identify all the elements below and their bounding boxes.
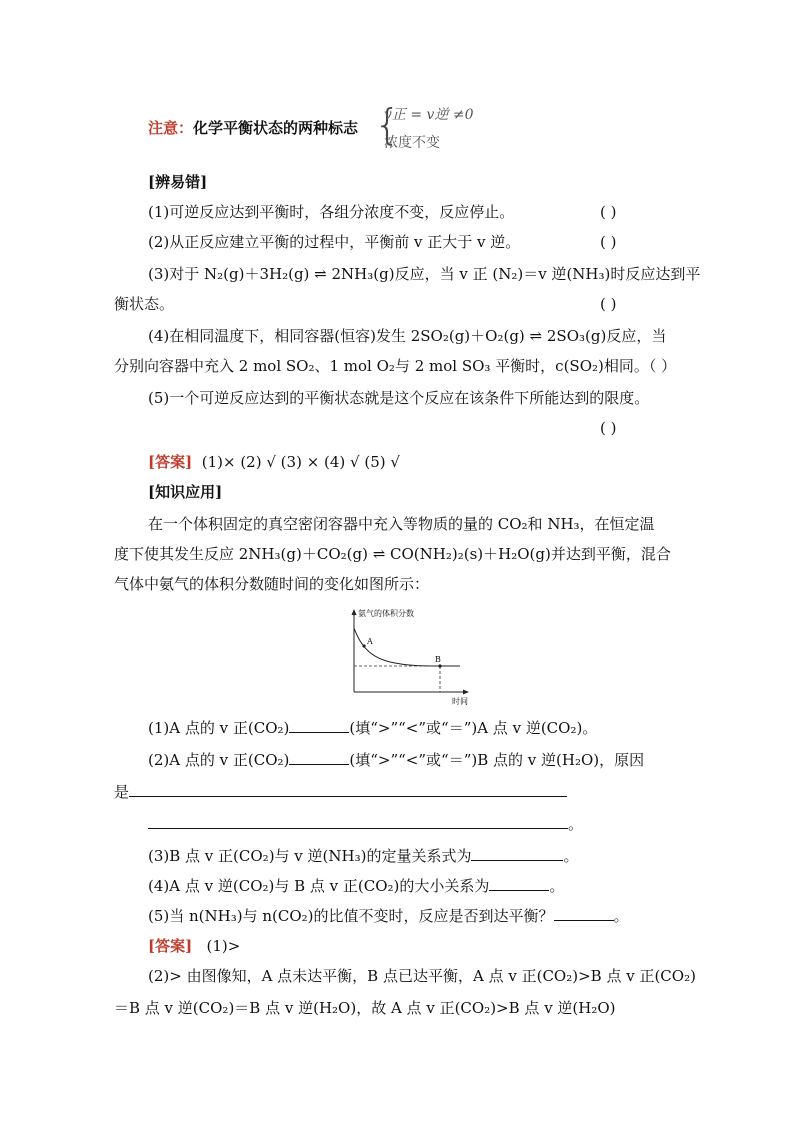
answer2-label: [答案] (148, 937, 193, 955)
question-2-b: (填“>”“<”或“＝”)B 点的 v 逆(H₂O)，原因 (349, 751, 645, 769)
question-1 (148, 718, 597, 738)
question-2-reason-cont (148, 814, 583, 834)
section1-title: [辨易错] (148, 173, 208, 191)
question-3 (148, 846, 579, 866)
answer-paren-1[interactable]: ( ) (600, 203, 617, 221)
answer-paren-2[interactable]: ( ) (600, 233, 617, 251)
brace-line-1: v正 = v逆 ≠0 (384, 107, 474, 123)
brace-line-2: 浓度不变 (384, 135, 440, 151)
answer1-line (148, 452, 400, 472)
answer2-line-3: ＝B 点 v 逆(CO₂)＝B 点 v 逆(H₂O)，故 A 点 v 正(CO₂)>B 点 v 逆(H₂O) (114, 999, 616, 1017)
answer2-line-2: (2)> 由图像知，A 点未达平衡，B 点已达平衡，A 点 v 正(CO₂)>B 点 v 正(CO₂) (148, 967, 696, 985)
answer-blank-4[interactable] (489, 876, 549, 891)
question-5 (148, 906, 629, 926)
question-3-end: 。 (563, 847, 579, 865)
item-2: (2)从正反应建立平衡的过程中，平衡前 v 正大于 v 逆。 (148, 233, 521, 251)
answer1-label: [答案] (148, 453, 193, 471)
question-5-end: 。 (613, 907, 629, 925)
question-4-a: (4)A 点 v 逆(CO₂)与 B 点 v 正(CO₂)的大小关系为 (148, 877, 490, 895)
question-2 (148, 750, 644, 770)
point-b-label: B (435, 655, 441, 664)
answer-paren-3[interactable]: ( ) (600, 295, 617, 313)
question-1-b: (填“>”“<”或“＝”)A 点 v 逆(CO₂)。 (349, 719, 598, 737)
item-4: (4)在相同温度下，相同容器(恒容)发生 2SO₂(g)＋O₂(g) ⇌ 2SO₃(g)反应，当 (148, 327, 667, 345)
question-2-c: 是 (114, 783, 130, 801)
item-5: (5)一个可逆反应达到的平衡状态就是这个反应在该条件下所能达到的限度。 (148, 389, 650, 407)
question-2-end: 。 (568, 815, 584, 833)
ammonia-fraction-chart (340, 606, 480, 706)
item-4-cont: 分别向容器中充入 2 mol SO₂、1 mol O₂与 2 mol SO₃ 平衡时，c(SO₂)相同。（ ） (114, 357, 677, 375)
answer-blank-1[interactable] (289, 718, 349, 733)
chart-ylabel: 氨气的体积分数 (358, 609, 414, 618)
point-a-label: A (367, 637, 373, 646)
section2-line-1: 在一个体积固定的真空密闭容器中充入等物质的量的 CO₂和 NH₃，在恒定温 (148, 515, 655, 533)
answer-blank-5[interactable] (554, 906, 614, 921)
question-3-a: (3)B 点 v 正(CO₂)与 v 逆(NH₃)的定量关系式为 (148, 847, 472, 865)
answer-blank-2-reason-cont[interactable] (148, 814, 568, 829)
item-3: (3)对于 N₂(g)＋3H₂(g) ⇌ 2NH₃(g)反应，当 v 正 (N₂)＝v 逆(NH₃)时反应达到平 (148, 265, 701, 283)
question-2-a: (2)A 点的 v 正(CO₂) (148, 751, 290, 769)
item-3-cont: 衡状态。 (114, 295, 175, 313)
point-a (362, 644, 365, 647)
answer-blank-2-reason[interactable] (129, 782, 567, 797)
item-1: (1)可逆反应达到平衡时，各组分浓度不变，反应停止。 (148, 203, 515, 221)
section2-title: [知识应用] (148, 483, 223, 501)
section2-line-2: 度下使其发生反应 2NH₃(g)＋CO₂(g) ⇌ CO(NH₂)₂(s)＋H₂O(g)并达到平衡，混合 (114, 545, 671, 563)
brace-icon: { (374, 100, 401, 149)
question-5-a: (5)当 n(NH₃)与 n(CO₂)的比值不变时，反应是否到达平衡？ (148, 907, 554, 925)
point-b (438, 664, 441, 667)
question-4-end: 。 (549, 877, 565, 895)
x-axis-arrow (463, 690, 469, 695)
note-text: 化学平衡状态的两种标志 (193, 119, 359, 137)
section2-line-3: 气体中氨气的体积分数随时间的变化如图所示： (114, 575, 430, 593)
question-2-reason (114, 782, 567, 802)
chart-curve (354, 628, 460, 666)
answer-blank-3[interactable] (471, 846, 563, 861)
brace-group (374, 100, 474, 154)
answer2-line (148, 936, 240, 956)
answer1-text: (1)× (2) √ (3) × (4) √ (5) √ (201, 453, 400, 471)
answer2-text: (1)> (206, 937, 241, 955)
chart-xlabel: 时间 (452, 697, 468, 706)
y-axis-arrow (352, 609, 357, 615)
note-prefix: 注意： (148, 119, 194, 137)
question-1-a: (1)A 点的 v 正(CO₂) (148, 719, 290, 737)
question-4 (148, 876, 564, 896)
answer-paren-5[interactable]: ( ) (600, 419, 617, 437)
answer-blank-2[interactable] (289, 750, 349, 765)
note-line (148, 118, 358, 138)
